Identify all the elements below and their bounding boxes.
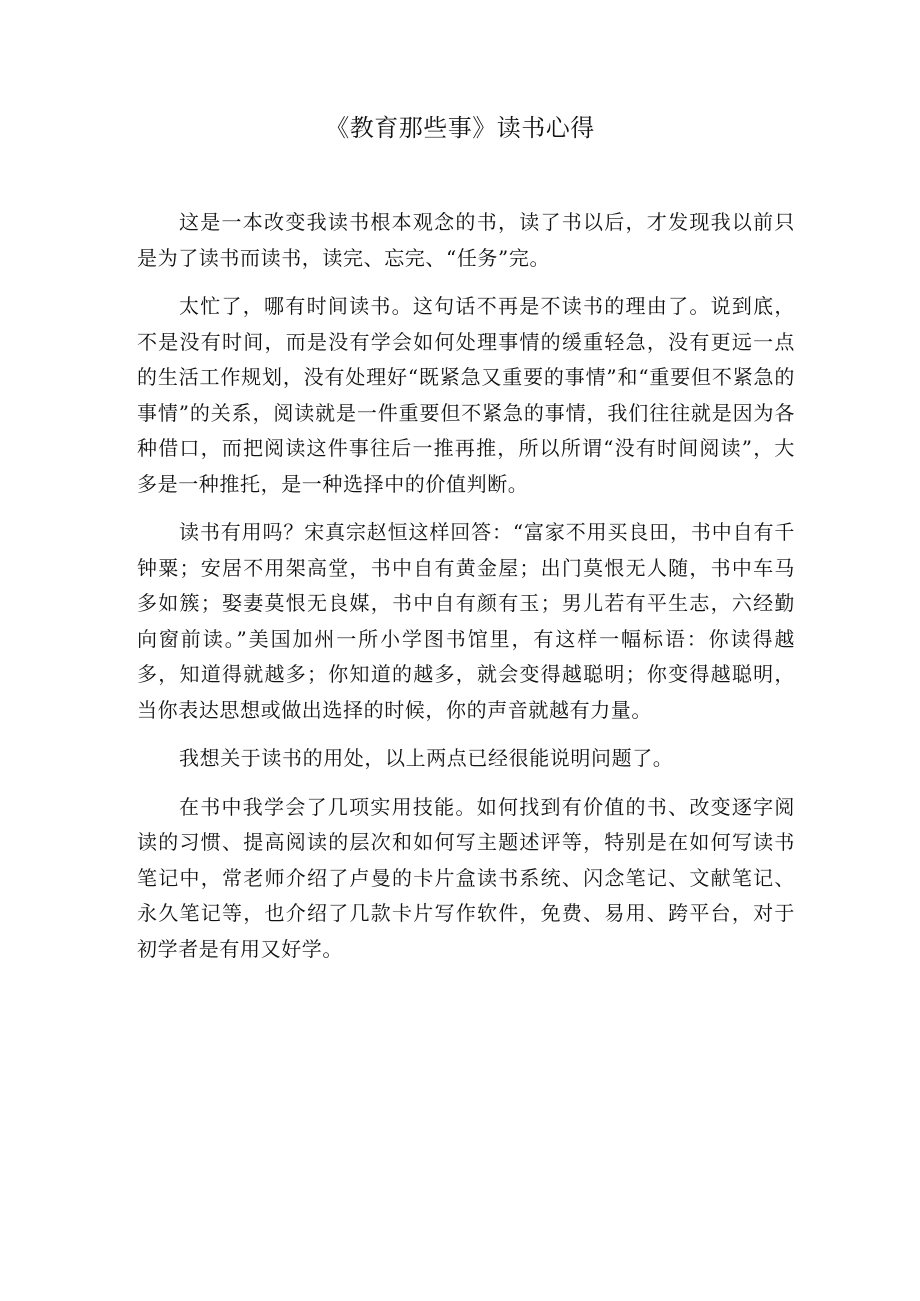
paragraph-3: 读书有用吗？宋真宗赵恒这样回答：“富家不用买良田，书中自有千钟粟；安居不用架高堂，书中自有黄金屋；出门莫恨无人随，书中车马多如簇；娶妻莫恨无良媒，书中自有颜有玉；男儿若有平生志，六经勤向窗前读。”美国加州一所小学图书馆里，有这样一幅标语：你读得越多，知道得就越多；你知道的越多，就会变得越聪明；你变得越聪明，当你表达思想或做出选择的时候，你的声音就越有力量。 [137, 520, 795, 722]
paragraph-4: 我想关于读书的用处，以上两点已经很能说明问题了。 [179, 746, 674, 770]
paragraph-5: 在书中我学会了几项实用技能。如何找到有价值的书、改变逐字阅读的习惯、提高阅读的层次和如何写主题述评等，特别是在如何写读书笔记中，常老师介绍了卢曼的卡片盒读书系统、闪念笔记、文献笔记、永久笔记等，也介绍了几款卡片写作软件，免费、易用、跨平台，对于初学者是有用又好学。 [137, 794, 795, 961]
document-title: 《教育那些事》读书心得 [325, 114, 595, 142]
paragraph-2: 太忙了，哪有时间读书。这句话不再是不读书的理由了。说到底，不是没有时间，而是没有学会如何处理事情的缓重轻急，没有更远一点的生活工作规划，没有处理好“既紧急又重要的事情”和“重要但不紧急的事情”的关系，阅读就是一件重要但不紧急的事情，我们往往就是因为各种借口，而把阅读这件事往后一推再推，所以所谓“没有时间阅读”，大多是一种推托，是一种选择中的价值判断。 [137, 294, 795, 496]
document-body [137, 205, 795, 980]
paragraph-1: 这是一本改变我读书根本观念的书，读了书以后，才发现我以前只是为了读书而读书，读完、忘完、“任务”完。 [137, 210, 795, 270]
